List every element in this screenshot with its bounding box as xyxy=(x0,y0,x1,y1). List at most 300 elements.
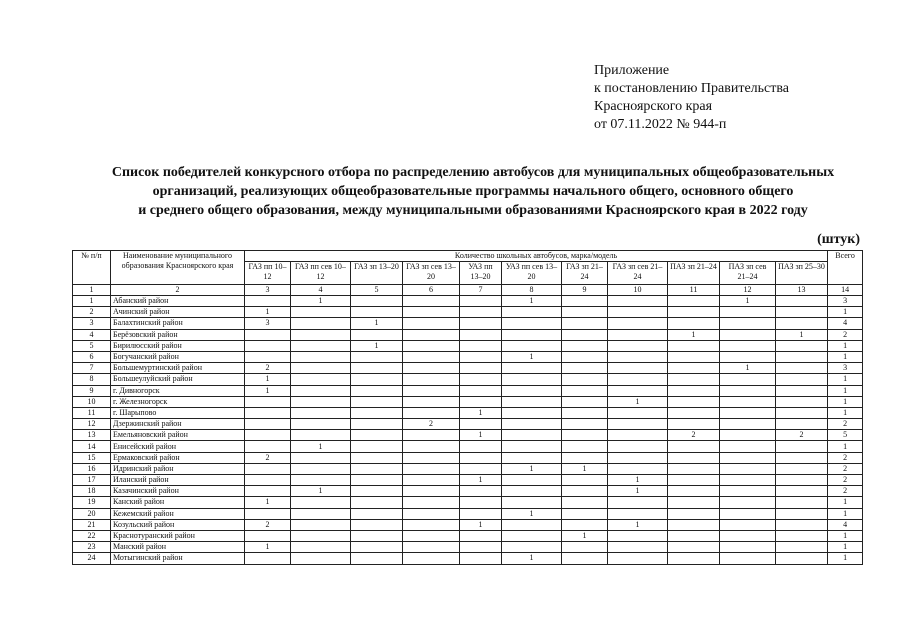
table-cell xyxy=(608,508,668,519)
table-cell xyxy=(460,318,502,329)
table-row xyxy=(73,351,863,362)
table-cell: 15 xyxy=(73,452,111,463)
table-cell: 1 xyxy=(562,463,608,474)
table-cell xyxy=(502,530,562,541)
table-row xyxy=(73,419,863,430)
table-cell xyxy=(720,307,776,318)
table-cell xyxy=(351,307,403,318)
table-cell xyxy=(245,419,291,430)
table-cell: 1 xyxy=(73,296,111,307)
table-cell xyxy=(502,329,562,340)
table-cell xyxy=(351,396,403,407)
table-cell xyxy=(291,307,351,318)
table-row xyxy=(73,296,863,307)
row-name: Емельяновский район xyxy=(111,430,245,441)
table-cell xyxy=(668,486,720,497)
table-cell: 2 xyxy=(828,419,863,430)
table-cell xyxy=(720,419,776,430)
table-cell: 3 xyxy=(73,318,111,329)
table-cell: 1 xyxy=(608,475,668,486)
table-cell xyxy=(608,318,668,329)
table-cell: 1 xyxy=(720,363,776,374)
table-cell xyxy=(720,519,776,530)
table-cell xyxy=(776,530,828,541)
row-name: Большеулуйский район xyxy=(111,374,245,385)
table-cell xyxy=(668,508,720,519)
table-cell: 1 xyxy=(245,385,291,396)
table-cell xyxy=(351,519,403,530)
table-cell xyxy=(776,385,828,396)
table-row xyxy=(73,340,863,351)
table-cell xyxy=(245,463,291,474)
appendix-line: Приложение xyxy=(594,63,670,78)
table-cell: 1 xyxy=(460,430,502,441)
table-cell xyxy=(460,508,502,519)
table-cell xyxy=(403,396,460,407)
table-cell: 5 xyxy=(73,340,111,351)
table-cell xyxy=(351,452,403,463)
table-cell xyxy=(403,441,460,452)
table-cell xyxy=(608,296,668,307)
title-line: Список победителей конкурсного отбора по распределению автобусов для муниципальных общеобразовательных xyxy=(111,165,835,180)
table-cell xyxy=(776,542,828,553)
table-cell: 1 xyxy=(828,385,863,396)
table-cell: 2 xyxy=(828,475,863,486)
column-header: ГАЗ зп 13–20 xyxy=(351,262,403,285)
table-cell xyxy=(245,530,291,541)
table-cell xyxy=(291,396,351,407)
table-cell xyxy=(608,497,668,508)
table-cell xyxy=(608,340,668,351)
table-row xyxy=(73,553,863,564)
table-cell: 14 xyxy=(73,441,111,452)
table-cell xyxy=(608,385,668,396)
table-cell xyxy=(291,542,351,553)
table-cell xyxy=(776,340,828,351)
column-number: 1 xyxy=(73,285,111,296)
table-cell xyxy=(291,374,351,385)
table-cell xyxy=(291,363,351,374)
table-cell xyxy=(245,296,291,307)
table-cell xyxy=(562,296,608,307)
table-cell xyxy=(668,307,720,318)
table-cell xyxy=(245,430,291,441)
table-cell: 1 xyxy=(668,329,720,340)
table-cell: 1 xyxy=(245,307,291,318)
table-cell xyxy=(562,441,608,452)
table-cell xyxy=(460,441,502,452)
table-cell xyxy=(776,519,828,530)
table-cell: 1 xyxy=(460,407,502,418)
column-number: 14 xyxy=(828,285,863,296)
table-header xyxy=(73,251,863,296)
table-cell xyxy=(351,363,403,374)
table-cell: 8 xyxy=(73,374,111,385)
table-cell xyxy=(720,340,776,351)
column-number: 5 xyxy=(351,285,403,296)
table-cell xyxy=(291,419,351,430)
column-number: 6 xyxy=(403,285,460,296)
table-cell xyxy=(245,441,291,452)
row-name: Идринский район xyxy=(111,463,245,474)
table-row xyxy=(73,475,863,486)
table-cell xyxy=(502,396,562,407)
document-title xyxy=(60,163,886,220)
table-cell xyxy=(403,363,460,374)
table-cell xyxy=(403,385,460,396)
table-cell xyxy=(502,430,562,441)
column-header: ГАЗ пп 10–12 xyxy=(245,262,291,285)
table-cell xyxy=(245,340,291,351)
table-cell xyxy=(291,497,351,508)
table-cell xyxy=(351,475,403,486)
table-cell xyxy=(668,385,720,396)
table-cell xyxy=(562,542,608,553)
table-cell xyxy=(668,519,720,530)
table-cell xyxy=(668,463,720,474)
table-cell xyxy=(668,318,720,329)
table-cell xyxy=(291,351,351,362)
table-cell xyxy=(502,475,562,486)
table-cell: 4 xyxy=(828,519,863,530)
table-cell xyxy=(403,351,460,362)
table-cell xyxy=(720,542,776,553)
table-cell xyxy=(351,419,403,430)
table-cell xyxy=(720,530,776,541)
table-cell xyxy=(776,441,828,452)
table-cell: 1 xyxy=(828,530,863,541)
title-line: организаций, реализующих общеобразовательные программы начального общего, основного общего xyxy=(152,184,794,199)
table-cell xyxy=(351,374,403,385)
table-cell: 1 xyxy=(828,351,863,362)
table-cell: 11 xyxy=(73,407,111,418)
table-cell: 1 xyxy=(828,508,863,519)
column-number: 2 xyxy=(111,285,245,296)
table-cell xyxy=(502,385,562,396)
table-cell xyxy=(720,486,776,497)
appendix-line: к постановлению Правительства xyxy=(594,81,790,96)
table-cell xyxy=(460,396,502,407)
table-cell xyxy=(608,441,668,452)
table-cell xyxy=(562,508,608,519)
table-cell xyxy=(668,475,720,486)
column-header: УАЗ пп сев 13–20 xyxy=(502,262,562,285)
table-cell: 1 xyxy=(351,340,403,351)
row-name: Богучанский район xyxy=(111,351,245,362)
table-cell xyxy=(291,530,351,541)
table-cell xyxy=(720,430,776,441)
table-row xyxy=(73,542,863,553)
table-cell xyxy=(562,351,608,362)
table-cell xyxy=(776,475,828,486)
table-cell: 1 xyxy=(562,530,608,541)
table-cell xyxy=(562,475,608,486)
table-row xyxy=(73,318,863,329)
table-cell xyxy=(291,318,351,329)
table-cell xyxy=(460,329,502,340)
table-cell: 1 xyxy=(502,351,562,362)
table-cell xyxy=(403,519,460,530)
table-cell: 2 xyxy=(245,519,291,530)
table-row xyxy=(73,307,863,318)
table-cell xyxy=(608,351,668,362)
table-cell xyxy=(403,296,460,307)
table-cell: 6 xyxy=(73,351,111,362)
table-cell xyxy=(668,553,720,564)
table-cell xyxy=(562,519,608,530)
table-cell xyxy=(668,296,720,307)
table-cell: 1 xyxy=(828,307,863,318)
table-cell: 10 xyxy=(73,396,111,407)
table-cell xyxy=(403,318,460,329)
column-header: ПАЗ зп сев 21–24 xyxy=(720,262,776,285)
table-cell xyxy=(668,497,720,508)
table-cell xyxy=(776,396,828,407)
table-cell xyxy=(720,463,776,474)
table-cell xyxy=(351,553,403,564)
table-cell xyxy=(562,553,608,564)
table-cell xyxy=(562,374,608,385)
table-cell xyxy=(720,351,776,362)
table-cell xyxy=(460,363,502,374)
table-cell: 1 xyxy=(828,441,863,452)
table-cell xyxy=(291,385,351,396)
column-header: ПАЗ зп 21–24 xyxy=(668,262,720,285)
table-cell xyxy=(351,486,403,497)
table-row xyxy=(73,497,863,508)
table-cell xyxy=(351,497,403,508)
row-name: Казачинский район xyxy=(111,486,245,497)
table-cell xyxy=(403,329,460,340)
row-name: Краснотуранский район xyxy=(111,530,245,541)
table-cell xyxy=(291,508,351,519)
table-cell xyxy=(291,475,351,486)
table-cell xyxy=(720,385,776,396)
column-number: 10 xyxy=(608,285,668,296)
table-cell xyxy=(668,419,720,430)
table-cell: 3 xyxy=(245,318,291,329)
table-cell xyxy=(403,475,460,486)
table-cell xyxy=(608,363,668,374)
table-cell xyxy=(351,530,403,541)
table-cell xyxy=(460,542,502,553)
table-cell xyxy=(608,542,668,553)
column-number: 13 xyxy=(776,285,828,296)
table-row xyxy=(73,363,863,374)
table-cell xyxy=(351,407,403,418)
table-cell xyxy=(502,419,562,430)
column-header: ГАЗ зп 21–24 xyxy=(562,262,608,285)
appendix-line: Красноярского края xyxy=(594,99,713,114)
column-header: ГАЗ зп сев 21–24 xyxy=(608,262,668,285)
table-cell: 1 xyxy=(608,486,668,497)
table-cell xyxy=(608,329,668,340)
table-cell: 2 xyxy=(828,486,863,497)
row-name: Канский район xyxy=(111,497,245,508)
column-header: ГАЗ пп сев 10–12 xyxy=(291,262,351,285)
table-cell xyxy=(351,296,403,307)
title-line: и среднего общего образования, между муниципальными образованиями Красноярского края в 2022 году xyxy=(138,203,808,218)
table-cell xyxy=(291,463,351,474)
table-cell xyxy=(502,519,562,530)
table-cell: 4 xyxy=(73,329,111,340)
header-name: Наименование муниципального образования Красноярского края xyxy=(111,251,245,285)
table-cell: 1 xyxy=(608,396,668,407)
table-cell xyxy=(776,307,828,318)
table-cell xyxy=(403,553,460,564)
table-cell: 7 xyxy=(73,363,111,374)
table-cell xyxy=(245,553,291,564)
table-cell xyxy=(245,475,291,486)
table-cell: 1 xyxy=(460,475,502,486)
table-cell xyxy=(720,374,776,385)
table-row xyxy=(73,385,863,396)
header-group: Количество школьных автобусов, марка/модель xyxy=(245,251,828,262)
table-cell xyxy=(502,407,562,418)
table-cell xyxy=(668,441,720,452)
column-number: 9 xyxy=(562,285,608,296)
row-name: Бирилюсский район xyxy=(111,340,245,351)
table-cell xyxy=(460,296,502,307)
table-row xyxy=(73,519,863,530)
table-cell: 1 xyxy=(828,374,863,385)
table-cell xyxy=(351,463,403,474)
row-name: Ачинский район xyxy=(111,307,245,318)
table-row xyxy=(73,508,863,519)
table-cell xyxy=(351,542,403,553)
table-cell xyxy=(403,463,460,474)
table-cell xyxy=(562,318,608,329)
table-cell xyxy=(351,385,403,396)
table-body xyxy=(73,296,863,565)
table-cell: 3 xyxy=(828,296,863,307)
column-header: ГАЗ зп сев 13–20 xyxy=(403,262,460,285)
table-cell: 2 xyxy=(403,419,460,430)
table-cell xyxy=(351,508,403,519)
table-cell xyxy=(562,396,608,407)
table-cell xyxy=(776,363,828,374)
column-number: 7 xyxy=(460,285,502,296)
row-name: Кежемский район xyxy=(111,508,245,519)
table-cell xyxy=(608,374,668,385)
table-cell xyxy=(403,430,460,441)
header-num: № п/п xyxy=(73,251,111,285)
table-cell: 19 xyxy=(73,497,111,508)
table-cell xyxy=(562,307,608,318)
table-cell xyxy=(608,452,668,463)
table-cell xyxy=(403,307,460,318)
table-cell xyxy=(776,407,828,418)
table-row xyxy=(73,407,863,418)
table-row xyxy=(73,329,863,340)
table-cell: 1 xyxy=(502,296,562,307)
table-cell xyxy=(403,374,460,385)
table-cell xyxy=(776,296,828,307)
table-cell: 1 xyxy=(502,553,562,564)
row-name: Мотыгинский район xyxy=(111,553,245,564)
table-cell xyxy=(562,407,608,418)
table-cell: 1 xyxy=(245,542,291,553)
table-cell xyxy=(502,340,562,351)
table-cell xyxy=(562,340,608,351)
column-header: ПАЗ зп 25–30 xyxy=(776,262,828,285)
row-name: г. Шарыпово xyxy=(111,407,245,418)
table-cell xyxy=(562,385,608,396)
row-name: Ермаковский район xyxy=(111,452,245,463)
table-cell xyxy=(502,542,562,553)
table-cell: 1 xyxy=(828,553,863,564)
table-cell xyxy=(460,351,502,362)
table-row xyxy=(73,486,863,497)
table-cell xyxy=(460,307,502,318)
table-cell: 1 xyxy=(291,486,351,497)
column-number: 12 xyxy=(720,285,776,296)
row-name: Енисейский район xyxy=(111,441,245,452)
table-cell xyxy=(668,530,720,541)
table-cell xyxy=(291,329,351,340)
table-cell: 16 xyxy=(73,463,111,474)
table-cell xyxy=(776,351,828,362)
table-row xyxy=(73,374,863,385)
units-label: (штук) xyxy=(817,232,860,247)
column-number: 4 xyxy=(291,285,351,296)
table-cell xyxy=(776,486,828,497)
table-cell xyxy=(245,329,291,340)
table-cell xyxy=(502,318,562,329)
table-cell xyxy=(502,363,562,374)
table-cell: 1 xyxy=(828,542,863,553)
table-cell: 2 xyxy=(668,430,720,441)
row-name: г. Дивногорск xyxy=(111,385,245,396)
table-cell xyxy=(562,497,608,508)
table-cell: 13 xyxy=(73,430,111,441)
table-cell xyxy=(403,508,460,519)
table-cell xyxy=(245,351,291,362)
row-name: Козульский район xyxy=(111,519,245,530)
table-cell xyxy=(460,452,502,463)
table-cell: 1 xyxy=(502,508,562,519)
table-cell xyxy=(245,486,291,497)
table-cell xyxy=(720,452,776,463)
table-row xyxy=(73,452,863,463)
table-cell xyxy=(776,463,828,474)
table-cell xyxy=(403,542,460,553)
appendix-line: от 07.11.2022 № 944-п xyxy=(594,117,727,132)
table-cell xyxy=(502,441,562,452)
table-cell xyxy=(403,452,460,463)
table-row xyxy=(73,396,863,407)
table-cell xyxy=(720,441,776,452)
appendix-block xyxy=(594,62,789,134)
table-cell xyxy=(776,553,828,564)
table-cell xyxy=(720,329,776,340)
table-cell xyxy=(460,340,502,351)
table-cell xyxy=(351,441,403,452)
table-cell: 9 xyxy=(73,385,111,396)
table-cell xyxy=(720,497,776,508)
table-cell: 20 xyxy=(73,508,111,519)
header-total: Всего xyxy=(828,251,863,285)
table-cell: 5 xyxy=(828,430,863,441)
table-cell xyxy=(608,419,668,430)
table-cell xyxy=(460,385,502,396)
column-number: 3 xyxy=(245,285,291,296)
table-cell xyxy=(720,508,776,519)
table-cell: 2 xyxy=(73,307,111,318)
table-cell xyxy=(291,452,351,463)
table-cell: 22 xyxy=(73,530,111,541)
table-cell xyxy=(776,419,828,430)
